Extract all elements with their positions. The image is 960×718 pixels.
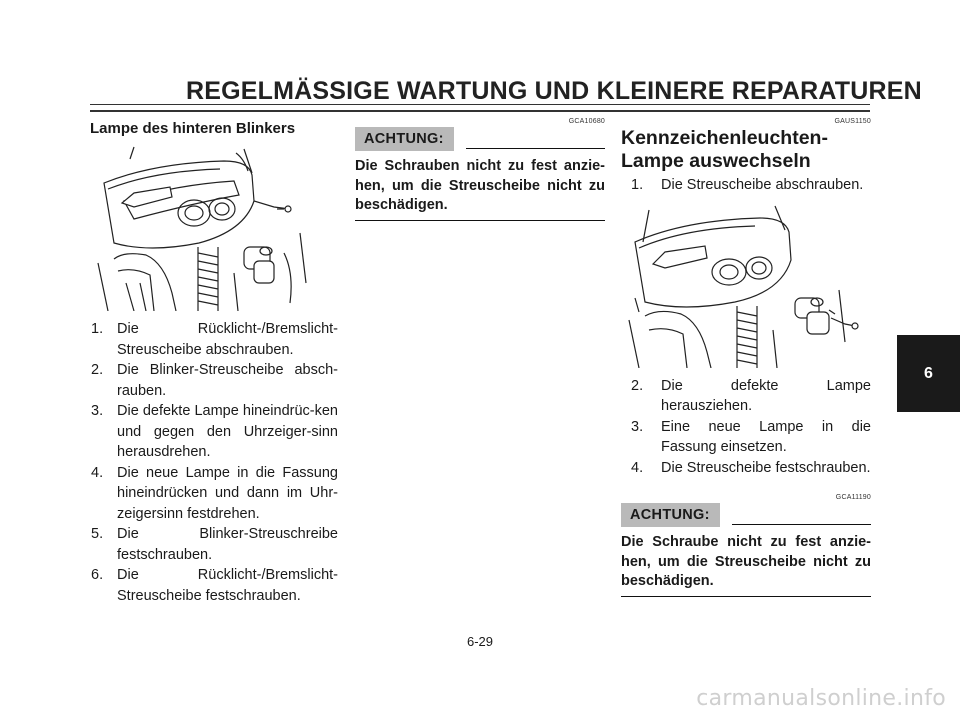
list-item: 1. Die Rücklicht-/Bremslicht-Streuscheibe abschrauben. <box>91 321 338 358</box>
reference-code: GCA11190 <box>835 494 871 501</box>
section-subheading: Lampe des hinteren Blinkers <box>90 120 296 137</box>
watermark: carmanualsonline.info <box>696 686 946 711</box>
caution-rule <box>732 523 871 525</box>
caution-label: ACHTUNG: <box>621 503 720 527</box>
list-item: 4. Die neue Lampe in die Fassung hineindrücken und dann im Uhr-zeigersinn festdrehen. <box>91 464 338 522</box>
caution-text: Die Schraube nicht zu fest anzie-hen, um die Streuscheibe nicht zu beschädigen. <box>621 534 871 589</box>
step-list <box>621 175 871 196</box>
caution-end-rule <box>355 220 605 221</box>
page-header-title: REGELMÄSSIGE WARTUNG UND KLEINERE REPARATUREN <box>186 77 922 105</box>
list-item: 2. Die Blinker-Streuscheibe absch-rauben. <box>91 362 338 399</box>
caution-text: Die Schrauben nicht zu fest anzie-hen, um die Streuscheibe nicht zu beschädigen. <box>355 158 605 213</box>
caution-box <box>355 127 605 221</box>
list-item: 6. Die Rücklicht-/Bremslicht-Streuscheibe festschrauben. <box>91 567 338 604</box>
section-title: Kennzeichenleuchten-Lampe auswechseln <box>621 127 828 172</box>
list-item: 5. Die Blinker-Streuschreibe festschrauben. <box>91 526 338 563</box>
caution-box <box>621 503 871 597</box>
list-item: 4. Die Streuscheibe festschrauben. <box>631 459 871 476</box>
list-item: 3. Eine neue Lampe in die Fassung einsetzen. <box>631 418 871 455</box>
scooter-rear-light-illustration <box>94 143 338 311</box>
list-item: 1. Die Streuscheibe abschrauben. <box>631 177 864 193</box>
step-list <box>90 319 338 606</box>
caution-end-rule <box>621 596 871 597</box>
left-column <box>90 118 338 606</box>
list-item: 2. Die defekte Lampe herausziehen. <box>631 377 871 414</box>
page-number: 6-29 <box>466 634 494 649</box>
license-plate-light-illustration <box>625 202 871 368</box>
reference-code: GAUS1150 <box>834 118 871 125</box>
caution-label: ACHTUNG: <box>355 127 454 151</box>
caution-rule <box>466 147 605 149</box>
right-column <box>621 118 871 597</box>
step-list <box>621 376 871 479</box>
reference-code: GCA10680 <box>568 118 605 125</box>
chapter-tab: 6 <box>897 335 960 412</box>
middle-column <box>355 118 605 221</box>
header-rule <box>90 104 870 112</box>
list-item: 3. Die defekte Lampe hineindrüc-ken und gegen den Uhrzeiger-sinn herausdrehen. <box>91 403 338 460</box>
